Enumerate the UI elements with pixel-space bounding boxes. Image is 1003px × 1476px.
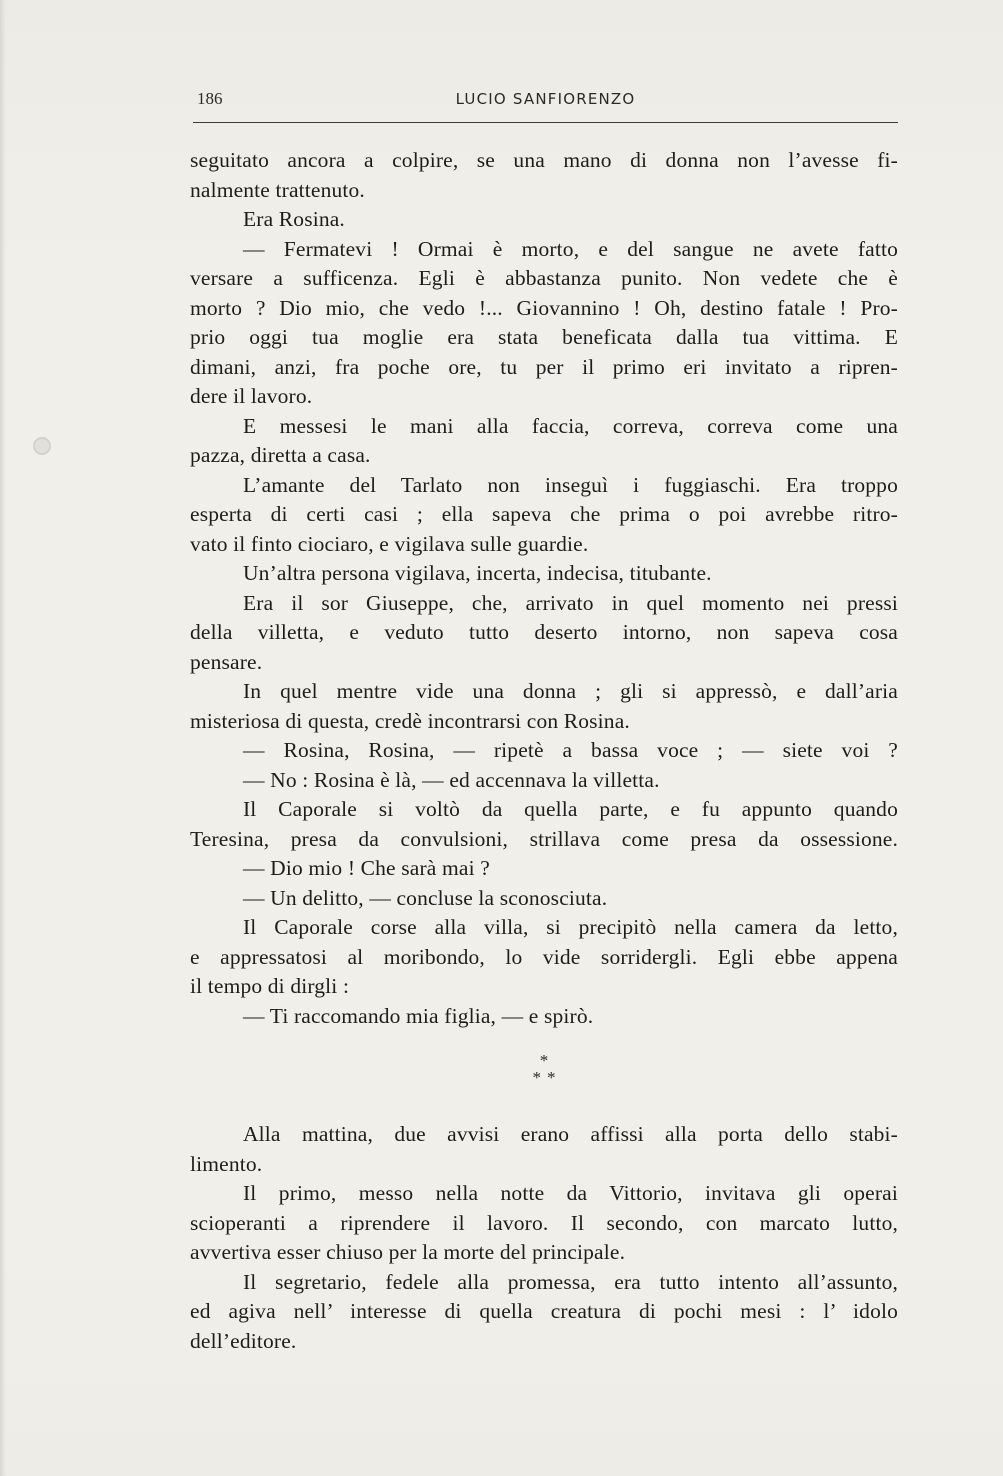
text-line: Il Caporale si voltò da quella parte, e fu appunto quando [243,797,898,821]
text-line: Il Caporale corse alla villa, si precipitò nella camera da letto, [243,915,898,939]
text-line: E messesi le mani alla faccia, correva, correva come una [243,413,898,438]
text-line: misteriosa di questa, credè incontrarsi con Rosina. [190,708,630,733]
paragraph [190,766,898,796]
text-line: — Dio mio ! Che sarà mai ? [243,856,490,880]
text-line: — No : Rosina è là, — ed accennava la villetta. [243,767,660,792]
asterism-stars-bottom: ** [532,1068,562,1087]
text-line: L’amante del Tarlato non inseguì i fuggiaschi. Era troppo [243,472,898,497]
text-line: della villetta, e veduto tutto deserto intorno, non sapeva cosa [190,620,898,644]
paragraph [190,913,898,1002]
running-title: LUCIO SANFIORENZO [455,90,636,108]
text-line: Alla mattina, due avvisi erano affissi alla porta dello stabi- [243,1122,898,1146]
scan-blemish [33,437,51,455]
section-break-asterism [190,1052,898,1086]
text-line: — Rosina, Rosina, — ripetè a bassa voce ; — siete voi ? [243,738,898,762]
text-line: pensare. [190,649,263,674]
text-block-after-break [190,1120,898,1356]
paragraph [190,235,898,412]
text-line: Teresina, presa da convulsioni, strillava come presa da ossessione. [190,826,898,851]
text-line: avvertiva esser chiuso per la morte del principale. [190,1240,626,1264]
text-line: vato il finto ciociaro, e vigilava sulle guardie. [190,531,589,556]
text-line: In quel mentre vide una donna ; gli si appressò, e dall’aria [243,679,898,703]
text-line: morto ? Dio mio, che vedo !... Giovannino ! Oh, destino fatale ! Pro- [190,295,898,320]
text-line: esperta di certi casi ; ella sapeva che prima o poi avrebbe ritro- [190,502,898,526]
text-block-main [190,146,898,1031]
text-line: versare a sufficenza. Egli è abbastanza punito. Non vedete che è [190,266,898,290]
running-header [193,86,898,114]
text-line: ed agiva nell’ interesse di quella creatura di pochi mesi : l’ idolo [190,1299,898,1323]
text-line: Era Rosina. [243,207,345,231]
text-line: scioperanti a riprendere il lavoro. Il secondo, con marcato lutto, [190,1210,898,1235]
text-line: limento. [190,1151,263,1176]
text-line: — Un delitto, — concluse la sconosciuta. [243,885,608,910]
text-line: e appressatosi al moribondo, lo vide sorridergli. Egli ebbe appena [190,944,898,969]
paragraph [190,736,898,766]
paragraph [190,146,898,205]
paragraph [190,677,898,736]
paragraph [190,589,898,678]
text-line: — Fermatevi ! Ormai è morto, e del sangue ne avete fatto [243,236,898,261]
text-line: Il segretario, fedele alla promessa, era tutto intento all’assunto, [243,1269,898,1294]
paragraph [190,1002,898,1032]
text-line: pazza, diretta a casa. [190,443,371,467]
paragraph [190,1179,898,1268]
text-line: dere il lavoro. [190,384,313,408]
text-line: il tempo di dirgli : [190,974,350,998]
text-line: seguitato ancora a colpire, se una mano di donna non l’avesse fi- [190,148,898,172]
text-line: prio oggi tua moglie era stata beneficata dalla tua vittima. E [190,325,898,349]
text-line: — Ti raccomando mia figlia, — e spirò. [243,1003,594,1028]
paragraph [190,1120,898,1179]
page-number: 186 [197,89,223,108]
text-line: Era il sor Giuseppe, che, arrivato in quel momento nei pressi [243,590,898,615]
text-line: Un’altra persona vigilava, incerta, indecisa, titubante. [243,561,712,585]
scan-edge-shadow [0,0,6,1476]
asterism-star-top: * [539,1051,549,1070]
text-line: dell’editore. [190,1328,297,1353]
paragraph [190,1268,898,1357]
text-line: nalmente trattenuto. [190,177,365,202]
paragraph [190,795,898,854]
paragraph [190,412,898,471]
paragraph [190,884,898,914]
header-rule [193,122,898,123]
paragraph [190,854,898,884]
paragraph [190,559,898,589]
paragraph [190,205,898,235]
text-line: dimani, anzi, fra poche ore, tu per il primo eri invitato a ripren- [190,354,898,379]
paragraph [190,471,898,560]
text-line: Il primo, messo nella notte da Vittorio, invitava gli operai [243,1181,898,1205]
